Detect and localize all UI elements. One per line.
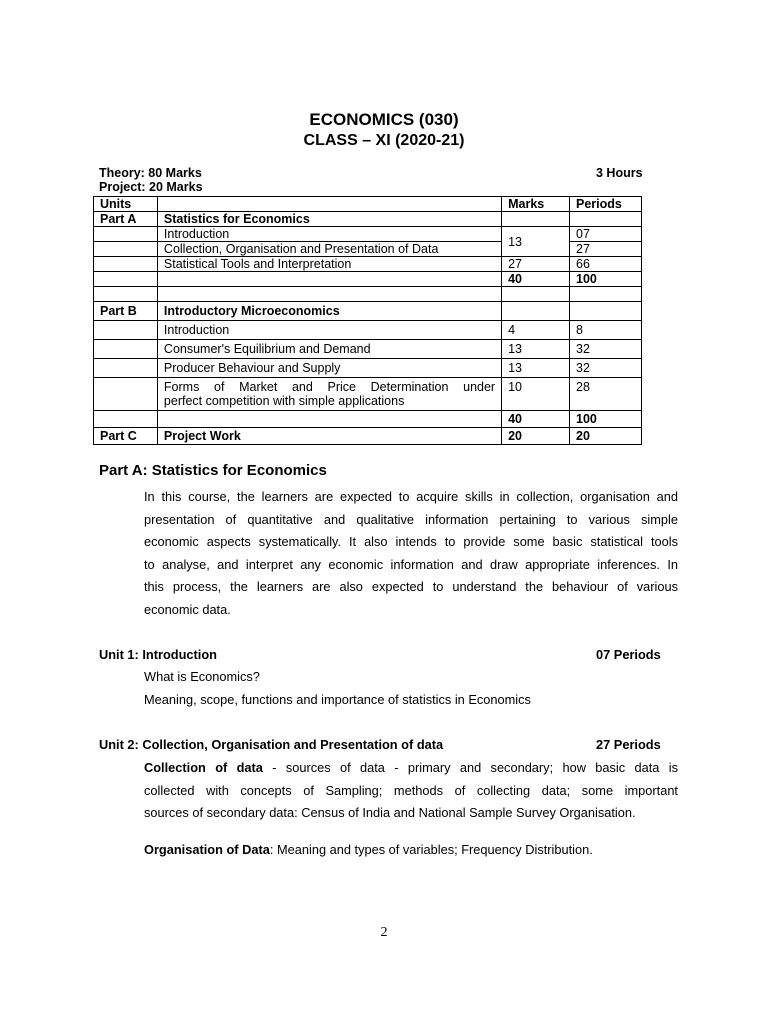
unit-periods-label: 27 Periods bbox=[596, 737, 661, 752]
paragraph-line: to analyse, and interpret any economic information and draw appropriate inferences. In bbox=[144, 556, 678, 572]
unit-periods: 27 bbox=[570, 242, 642, 257]
paragraph-line: economic data. bbox=[144, 601, 231, 617]
document-subtitle: CLASS – XI (2020-21) bbox=[303, 132, 465, 149]
page-number: 2 bbox=[380, 925, 388, 940]
paragraph-line: presentation of quantitative and qualitative information pertaining to various simple bbox=[144, 511, 678, 527]
unit-marks: 27 bbox=[502, 257, 570, 272]
part-label: Part C bbox=[94, 428, 158, 445]
part-label: Part B bbox=[94, 302, 158, 321]
organisation-line: Organisation of Data: Meaning and types of variables; Frequency Distribution. bbox=[144, 842, 593, 857]
table-row bbox=[94, 287, 642, 302]
unit-topic: Introduction bbox=[157, 227, 501, 242]
unit-topic: Consumer's Equilibrium and Demand bbox=[157, 340, 501, 359]
unit-heading: Unit 1: Introduction bbox=[99, 647, 217, 662]
total-marks: 20 bbox=[502, 428, 570, 445]
unit-topic: Statistical Tools and Interpretation bbox=[157, 257, 501, 272]
total-marks: 40 bbox=[502, 272, 570, 287]
unit-topic-line: Forms of Market and Price Determination under bbox=[163, 380, 496, 394]
table-row bbox=[94, 340, 642, 359]
unit-topic bbox=[157, 378, 501, 411]
unit-marks: 13 bbox=[502, 340, 570, 359]
intro-paragraph bbox=[144, 486, 678, 621]
table-row bbox=[94, 411, 642, 428]
table-row bbox=[94, 212, 642, 227]
table-row bbox=[94, 227, 642, 242]
unit-marks: 4 bbox=[502, 321, 570, 340]
paragraph-line: collected with concepts of Sampling; methods of collecting data; some important bbox=[144, 782, 678, 798]
unit-marks: 13 bbox=[502, 227, 570, 257]
section-heading: Part A: Statistics for Economics bbox=[99, 462, 327, 479]
paragraph-line: economic aspects systematically. It also intends to provide some basic statistical tools bbox=[144, 534, 678, 549]
table-row bbox=[94, 359, 642, 378]
bold-term: Collection of data bbox=[144, 760, 263, 775]
header-blank bbox=[157, 197, 501, 212]
table-row bbox=[94, 257, 642, 272]
total-periods: 100 bbox=[570, 411, 642, 428]
unit-periods: 07 bbox=[570, 227, 642, 242]
part-title: Introductory Microeconomics bbox=[157, 302, 501, 321]
header-units: Units bbox=[94, 197, 158, 212]
part-label: Part A bbox=[94, 212, 158, 227]
header-periods: Periods bbox=[570, 197, 642, 212]
unit-periods: 66 bbox=[570, 257, 642, 272]
collection-paragraph bbox=[144, 757, 678, 825]
project-marks: Project: 20 Marks bbox=[99, 180, 203, 194]
exam-hours: 3 Hours bbox=[596, 166, 643, 180]
unit-periods: 8 bbox=[570, 321, 642, 340]
unit-periods: 32 bbox=[570, 359, 642, 378]
header-marks: Marks bbox=[502, 197, 570, 212]
unit-marks: 13 bbox=[502, 359, 570, 378]
unit-topic: Collection, Organisation and Presentation of Data bbox=[157, 242, 501, 257]
total-periods: 20 bbox=[570, 428, 642, 445]
paragraph-line: sources of secondary data: Census of India and National Sample Survey Organisation. bbox=[144, 805, 636, 820]
paragraph-line: In this course, the learners are expected to acquire skills in collection, organisation and bbox=[144, 489, 678, 504]
table-row bbox=[94, 378, 642, 411]
bold-term: Organisation of Data bbox=[144, 842, 270, 857]
unit-topic: Producer Behaviour and Supply bbox=[157, 359, 501, 378]
table-row bbox=[94, 428, 642, 445]
unit-periods: 28 bbox=[570, 378, 642, 411]
table-header-row bbox=[94, 197, 642, 212]
unit-topic-line: perfect competition with simple applications bbox=[163, 394, 405, 408]
part-title: Project Work bbox=[157, 428, 501, 445]
unit-marks: 10 bbox=[502, 378, 570, 411]
table-row bbox=[94, 272, 642, 287]
unit-heading: Unit 2: Collection, Organisation and Presentation of data bbox=[99, 737, 444, 752]
unit-periods: 32 bbox=[570, 340, 642, 359]
unit-periods-label: 07 Periods bbox=[596, 647, 661, 662]
table-row bbox=[94, 321, 642, 340]
marks-distribution-table bbox=[93, 196, 642, 445]
table-row bbox=[94, 302, 642, 321]
total-periods: 100 bbox=[570, 272, 642, 287]
total-marks: 40 bbox=[502, 411, 570, 428]
unit-content-line: Meaning, scope, functions and importance of statistics in Economics bbox=[144, 692, 531, 707]
unit-topic: Introduction bbox=[157, 321, 501, 340]
document-title: ECONOMICS (030) bbox=[309, 110, 459, 129]
paragraph-line: Collection of data - sources of data - primary and secondary; how basic data is bbox=[144, 760, 678, 775]
unit-content-line: What is Economics? bbox=[144, 669, 260, 684]
part-title: Statistics for Economics bbox=[157, 212, 501, 227]
paragraph-line: this process, the learners are also expected to understand the behaviour of various bbox=[144, 579, 678, 594]
theory-marks: Theory: 80 Marks bbox=[99, 166, 202, 180]
